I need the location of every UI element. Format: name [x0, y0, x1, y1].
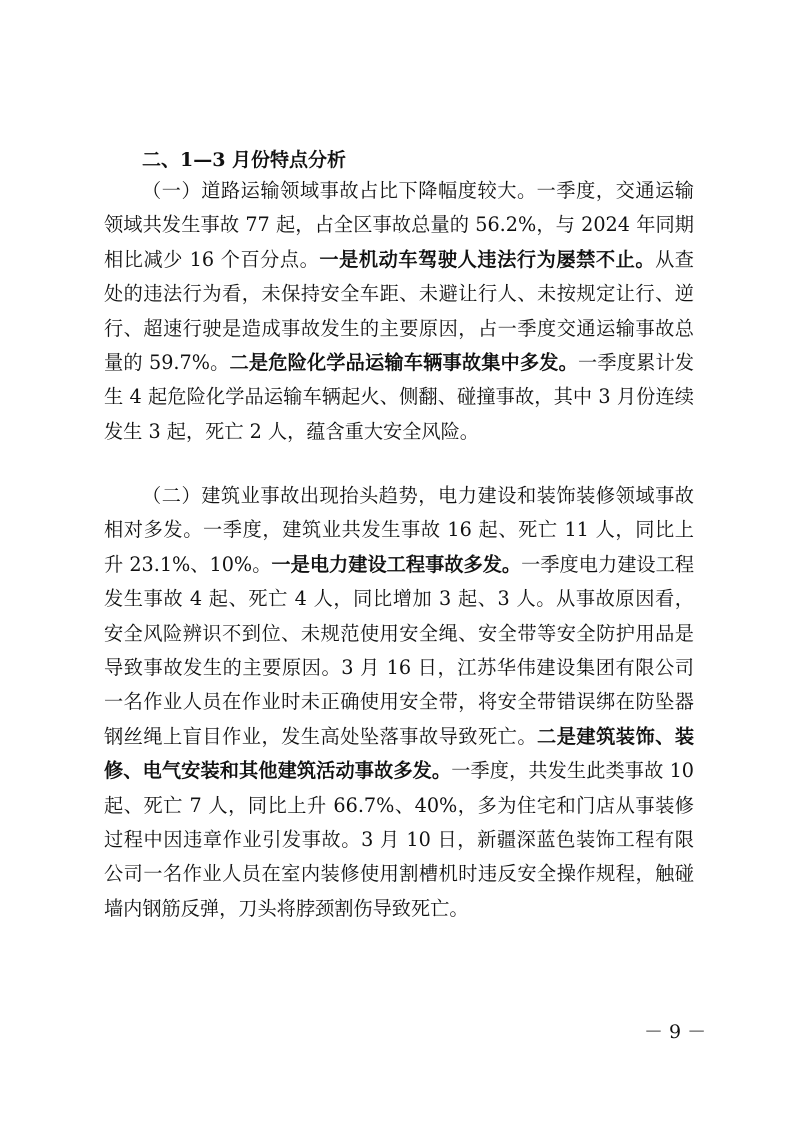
page-number: － 9 － — [644, 1021, 707, 1043]
text-run: 一季度，共发生此类事故 10 起、死亡 7 人，同比上升 66.7%、40%，多为住宅和门店从事装修过程中因违章作业引发事故。3 月 10 日，新疆深蓝色装饰工程有限公司一名作业人员在室内装修使用割槽机时违反安全操作规程，触碰墙内钢筋反弹，刀头将脖颈割伤导致死亡。 — [104, 759, 694, 920]
bold-highlight: 二是建筑装饰、装修、电气安装和其他建筑活动事故多发。 — [104, 724, 695, 783]
paragraph-construction — [104, 479, 694, 926]
paragraph-road-transport — [104, 174, 694, 449]
text-run: 一季度累计发生 4 起危险化学品运输车辆起火、侧翻、碰撞事故，其中 3 月份连续发生 3 起，死亡 2 人，蕴含重大安全风险。 — [104, 351, 695, 443]
bold-highlight: 一是电力建设工程事故多发。 — [271, 552, 522, 576]
section-heading: 二、1—3 月份特点分析 — [142, 149, 347, 171]
text-run: 从查处的违法行为看，未保持安全车距、未避让行人、未按规定让行、逆行、超速行驶是造成事故发生的主要原因，占一季度交通运输事故总量的 59.7%。 — [104, 247, 694, 375]
text-run: 一季度电力建设工程发生事故 4 起、死亡 4 人，同比增加 3 起、3 人。从事故原因看，安全风险辨识不到位、未规范使用安全绳、安全带等安全防护用品是导致事故发生的主要原因。3 月 16 日，江苏华伟建设集团有限公司一名作业人员在作业时未正确使用安全带，将安全带错误绑在防坠器钢丝绳上盲目作业，发生高处坠落事故导致死亡。 — [104, 552, 695, 748]
text-run: （二）建筑业事故出现抬头趋势，电力建设和装饰装修领域事故相对多发。一季度，建筑业共发生事故 16 起、死亡 11 人，同比上升 23.1%、10%。 — [104, 484, 694, 576]
bold-highlight: 一是机动车驾驶人违法行为屡禁不止。 — [319, 247, 656, 271]
text-run: （一）道路运输领域事故占比下降幅度较大。一季度，交通运输领域共发生事故 77 起，占全区事故总量的 56.2%，与 2024 年同期相比减少 16 个百分点。 — [104, 179, 694, 271]
bold-highlight: 二是危险化学品运输车辆事故集中多发。 — [229, 351, 579, 375]
